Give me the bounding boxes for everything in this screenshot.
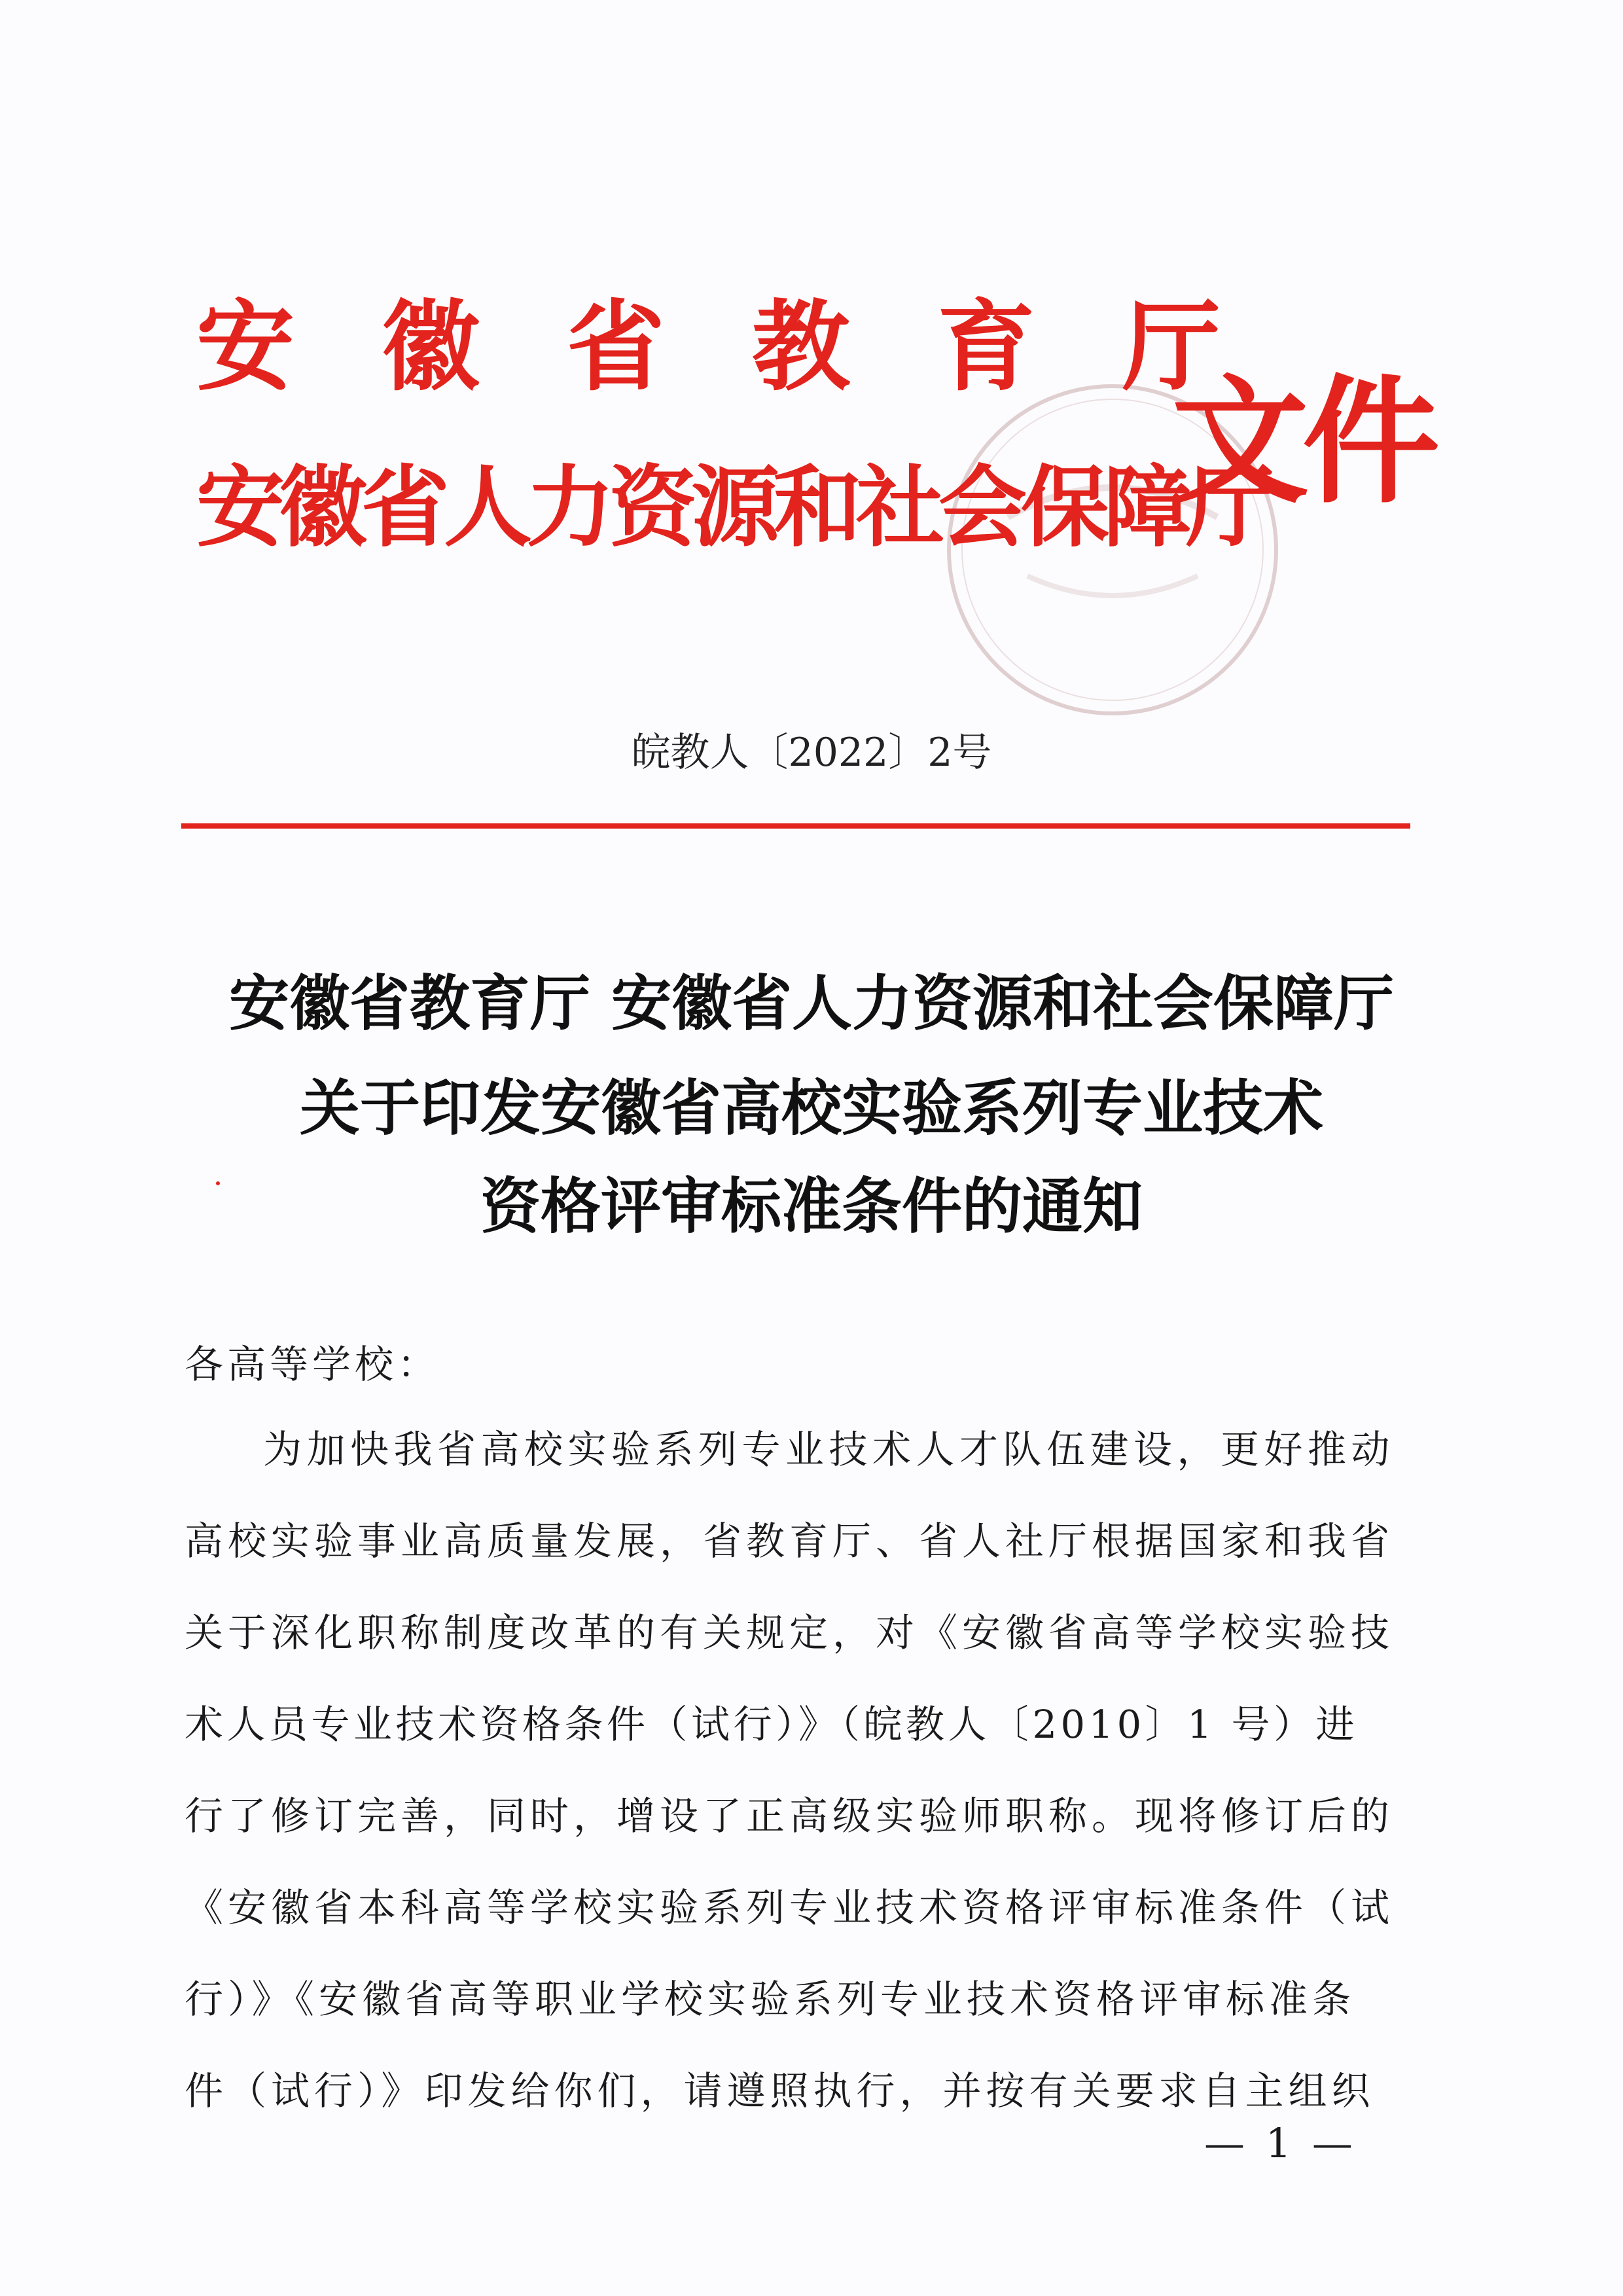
document-number: 皖教人〔2022〕2号 (631, 730, 992, 776)
body-line: 行）》《安徽省高等职业学校实验系列专业技术资格评审标准条 (185, 1977, 1356, 2022)
body-line: 行了修订完善，同时，增设了正高级实验师职称。现将修订后的 (185, 1793, 1395, 1839)
body-line: 高校实验事业高质量发展，省教育厅、省人社厅根据国家和我省 (185, 1518, 1395, 1564)
red-divider-line (181, 823, 1410, 829)
masthead-line-1: 安徽省教育厅 (196, 289, 1308, 404)
salutation: 各高等学校： (185, 1342, 440, 1387)
body-line: 关于深化职称制度改革的有关规定，对《安徽省高等学校实验技 (185, 1610, 1395, 1655)
title-line-1: 安徽省教育厅 安徽省人力资源和社会保障厅 (228, 968, 1395, 1039)
body-line: 术人员专业技术资格条件（试行）》（皖教人〔2010〕1 号）进 (185, 1702, 1358, 1747)
title-line-3: 资格评审标准条件的通知 (480, 1171, 1143, 1242)
masthead-document-suffix: 文件 (1171, 361, 1434, 522)
title-line-2: 关于印发安徽省高校实验系列专业技术 (299, 1073, 1323, 1143)
masthead-line-2: 安徽省人力资源和社会保障厅 (196, 455, 1268, 559)
body-line: 为加快我省高校实验系列专业技术人才队伍建设，更好推动 (263, 1427, 1395, 1472)
stray-red-mark (216, 1181, 220, 1185)
body-line: 件（试行）》印发给你们，请遵照执行，并按有关要求自主组织 (185, 2068, 1375, 2113)
body-line: 《安徽省本科高等学校实验系列专业技术资格评审标准条件（试 (185, 1885, 1395, 1930)
page-number: — 1 — (1204, 2119, 1357, 2167)
